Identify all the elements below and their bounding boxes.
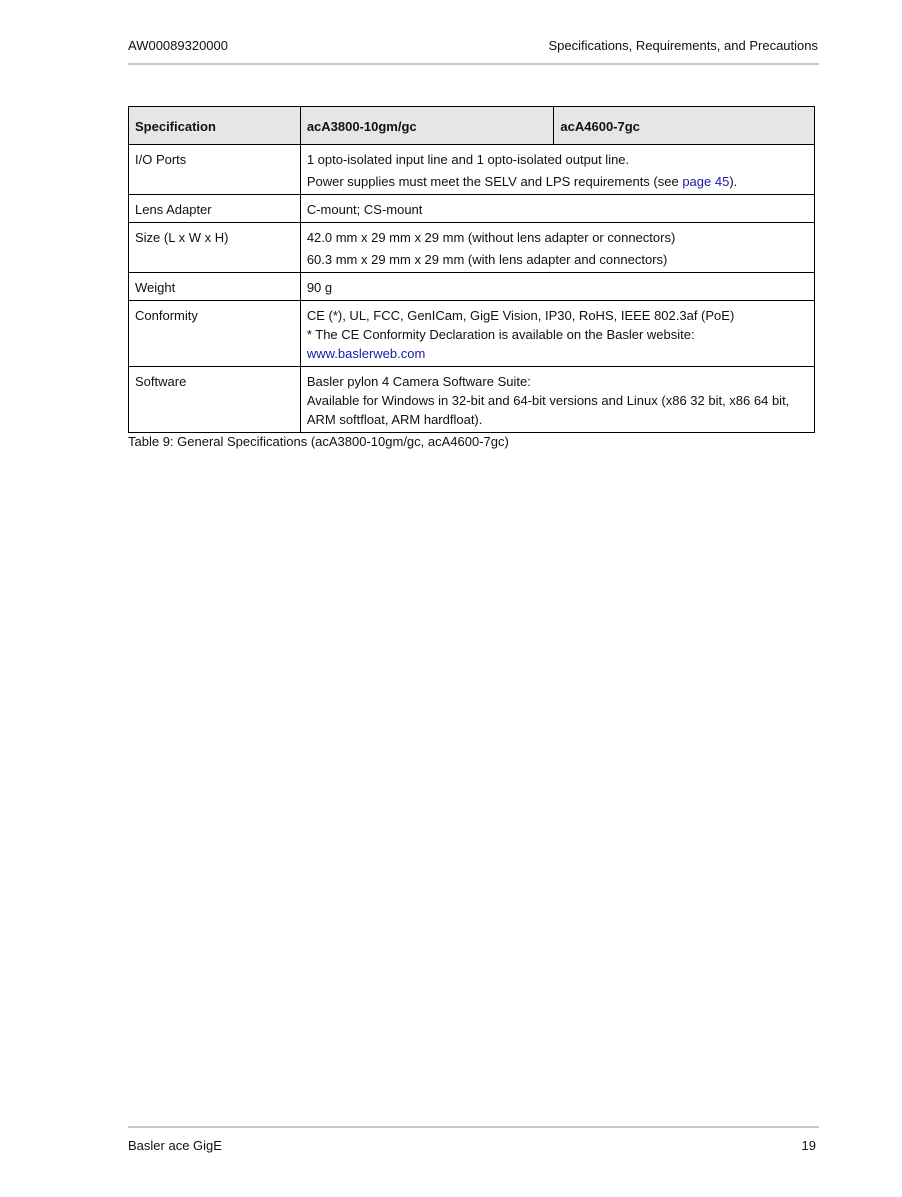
- value-text: ).: [729, 174, 738, 189]
- column-header-specification: Specification: [129, 107, 301, 145]
- row-label: Weight: [129, 273, 301, 301]
- product-name: Basler ace GigE: [128, 1138, 222, 1153]
- value-line: [307, 172, 808, 191]
- value-text: Power supplies must meet the SELV and LPS requirements (see: [306, 174, 683, 189]
- document-number: AW00089320000: [128, 38, 228, 53]
- row-label: Lens Adapter: [129, 195, 301, 223]
- value-line: Basler pylon 4 Camera Software Suite:: [306, 374, 531, 389]
- general-specifications-table: [128, 106, 815, 433]
- value-line: 60.3 mm x 29 mm x 29 mm (with lens adapter and connectors): [306, 252, 668, 267]
- value-line: CE (*), UL, FCC, GenICam, GigE Vision, IP30, RoHS, IEEE 802.3af (PoE): [306, 308, 735, 323]
- header-divider: [128, 63, 819, 65]
- column-header-aca3800: acA3800-10gm/gc: [300, 107, 554, 145]
- page-number: 19: [801, 1138, 816, 1153]
- table-row-size: [129, 223, 815, 273]
- value-line: 1 opto-isolated input line and 1 opto-isolated output line.: [306, 152, 630, 167]
- page-45-link[interactable]: page 45: [682, 174, 730, 189]
- row-value: [300, 273, 814, 301]
- value-line: C-mount; CS-mount: [306, 202, 423, 217]
- row-label: Conformity: [129, 301, 301, 367]
- table-row-software: [129, 367, 815, 433]
- table-row-conformity: [129, 301, 815, 367]
- row-value: [300, 301, 814, 367]
- table-row-weight: [129, 273, 815, 301]
- baslerweb-link[interactable]: www.baslerweb.com: [306, 346, 426, 361]
- row-value: [300, 223, 814, 273]
- value-line: 90 g: [306, 280, 333, 295]
- row-label: Software: [129, 367, 301, 433]
- table-header-row: [129, 107, 815, 145]
- section-title: Specifications, Requirements, and Precautions: [548, 38, 818, 53]
- column-header-aca4600: acA4600-7gc: [554, 107, 815, 145]
- row-value: [300, 195, 814, 223]
- page-footer: [128, 1138, 818, 1156]
- value-line: 42.0 mm x 29 mm x 29 mm (without lens adapter or connectors): [306, 230, 676, 245]
- footer-divider: [128, 1126, 819, 1128]
- table-row-io-ports: [129, 145, 815, 195]
- table-caption: Table 9: General Specifications (acA3800-10gm/gc, acA4600-7gc): [128, 434, 509, 449]
- row-label: Size (L x W x H): [129, 223, 301, 273]
- row-label: I/O Ports: [129, 145, 301, 195]
- value-line: * The CE Conformity Declaration is available on the Basler website:: [306, 327, 695, 342]
- page-header: [128, 38, 818, 56]
- row-value: [300, 145, 814, 195]
- table-row-lens-adapter: [129, 195, 815, 223]
- value-line: Available for Windows in 32-bit and 64-bit versions and Linux (x86 32 bit, x86 64 bit, ARM softfloat, ARM hardfloat).: [306, 393, 790, 427]
- row-value: [300, 367, 814, 433]
